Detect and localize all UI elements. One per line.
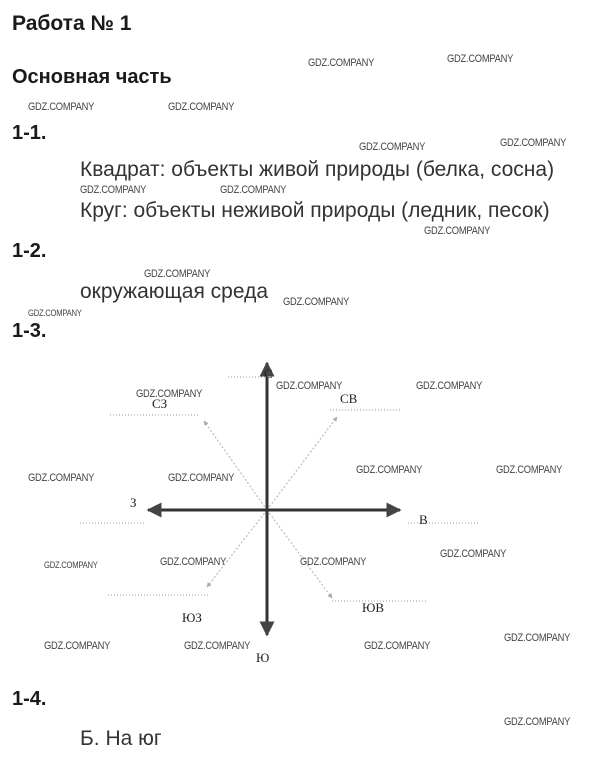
watermark: GDZ.COMPANY xyxy=(504,716,571,728)
northeast-arrow xyxy=(267,417,337,510)
task-1-1-line-1: Квадрат: объекты живой природы (белка, сосна) xyxy=(80,158,555,181)
label-west: З xyxy=(130,495,137,510)
label-south: Ю xyxy=(256,650,270,665)
watermark: GDZ.COMPANY xyxy=(440,548,507,560)
watermark: GDZ.COMPANY xyxy=(364,640,431,652)
watermark: GDZ.COMPANY xyxy=(283,296,350,308)
watermark: GDZ.COMPANY xyxy=(44,560,98,570)
watermark: GDZ.COMPANY xyxy=(504,632,571,644)
southeast-arrow xyxy=(267,510,332,598)
watermark: GDZ.COMPANY xyxy=(500,137,567,149)
watermark: GDZ.COMPANY xyxy=(416,380,483,392)
southwest-arrow xyxy=(207,510,267,587)
watermark: GDZ.COMPANY xyxy=(300,556,367,568)
label-north: С xyxy=(264,366,273,381)
watermark: GDZ.COMPANY xyxy=(144,268,211,280)
watermark: GDZ.COMPANY xyxy=(168,472,235,484)
page-title: Работа № 1 xyxy=(12,12,132,35)
watermark: GDZ.COMPANY xyxy=(359,141,426,153)
watermark: GDZ.COMPANY xyxy=(168,101,235,113)
watermark: GDZ.COMPANY xyxy=(308,57,375,69)
task-number-1-3: 1-3. xyxy=(12,320,47,342)
compass-diagram xyxy=(70,355,490,670)
watermark: GDZ.COMPANY xyxy=(356,464,423,476)
watermark: GDZ.COMPANY xyxy=(28,472,95,484)
watermark: GDZ.COMPANY xyxy=(424,225,491,237)
watermark: GDZ.COMPANY xyxy=(80,184,147,196)
watermark: GDZ.COMPANY xyxy=(496,464,563,476)
label-east: В xyxy=(419,512,428,527)
task-1-2-answer: окружающая среда xyxy=(80,280,269,303)
section-title: Основная часть xyxy=(12,66,172,88)
watermark: GDZ.COMPANY xyxy=(28,308,82,318)
northwest-arrow xyxy=(204,421,267,510)
watermark: GDZ.COMPANY xyxy=(184,640,251,652)
watermark: GDZ.COMPANY xyxy=(44,640,111,652)
watermark: GDZ.COMPANY xyxy=(136,388,203,400)
watermark: GDZ.COMPANY xyxy=(447,53,514,65)
watermark: GDZ.COMPANY xyxy=(28,101,95,113)
label-southeast: ЮВ xyxy=(362,600,385,615)
watermark: GDZ.COMPANY xyxy=(276,380,343,392)
task-1-1-line-2: Круг: объекты неживой природы (ледник, песок) xyxy=(80,199,550,222)
label-northwest: СЗ xyxy=(152,396,168,411)
watermark: GDZ.COMPANY xyxy=(220,184,287,196)
task-1-4-answer: Б. На юг xyxy=(80,727,162,750)
task-number-1-1: 1-1. xyxy=(12,122,47,144)
task-number-1-4: 1-4. xyxy=(12,688,47,710)
label-northeast: СВ xyxy=(340,391,358,406)
watermark: GDZ.COMPANY xyxy=(160,556,227,568)
task-number-1-2: 1-2. xyxy=(12,240,47,262)
label-southwest: ЮЗ xyxy=(182,610,202,625)
